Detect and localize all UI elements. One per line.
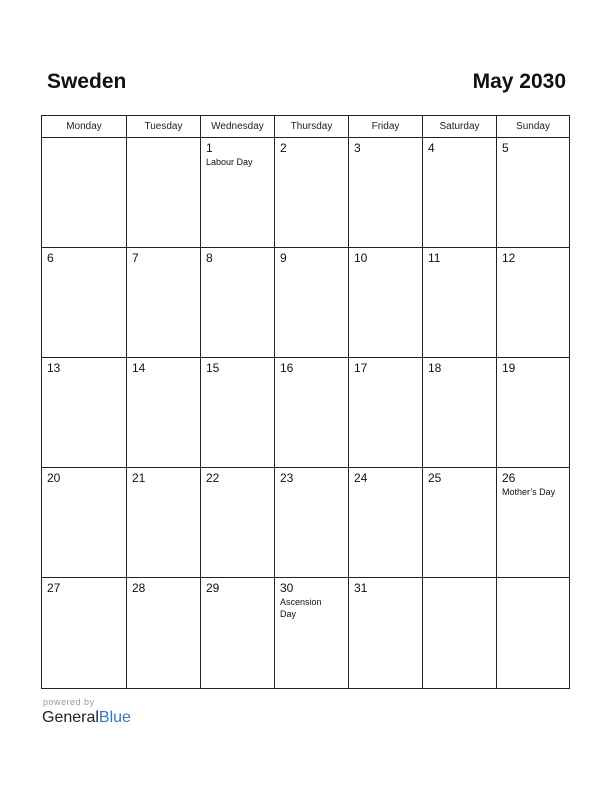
day-number: 27 (47, 581, 61, 595)
day-number: 1 (206, 141, 213, 155)
day-number: 21 (132, 471, 146, 485)
day-number: 11 (428, 251, 441, 265)
day-number: 6 (47, 251, 54, 265)
day-cell (127, 248, 201, 358)
day-number: 24 (354, 471, 368, 485)
day-cell (497, 358, 569, 468)
day-cell (201, 578, 275, 688)
day-cell (42, 358, 127, 468)
day-number: 14 (132, 361, 146, 375)
day-cell (423, 468, 497, 578)
day-number: 20 (47, 471, 61, 485)
day-number: 29 (206, 581, 220, 595)
day-number: 9 (280, 251, 287, 265)
day-cell (423, 358, 497, 468)
day-cell (201, 468, 275, 578)
logo-general-text: General (42, 709, 99, 726)
day-number: 19 (502, 361, 516, 375)
day-cell (497, 578, 569, 688)
day-number: 22 (206, 471, 220, 485)
day-cell (201, 358, 275, 468)
weekday-header-saturday: Saturday (423, 116, 497, 138)
day-number: 12 (502, 251, 516, 265)
day-number: 13 (47, 361, 61, 375)
holiday-label: Mother’s Day (502, 487, 556, 497)
day-cell (275, 358, 349, 468)
day-cell (201, 138, 275, 248)
day-number: 26 (502, 471, 516, 485)
day-cell (349, 358, 423, 468)
day-cell (349, 248, 423, 358)
day-number: 10 (354, 251, 368, 265)
day-cell (349, 138, 423, 248)
day-cell (349, 468, 423, 578)
day-cell (127, 578, 201, 688)
day-number: 23 (280, 471, 294, 485)
day-cell (497, 468, 569, 578)
day-number: 4 (428, 141, 435, 155)
day-cell (42, 138, 127, 248)
day-cell (275, 578, 349, 688)
day-cell (497, 138, 569, 248)
day-cell (349, 578, 423, 688)
generalblue-logo (42, 709, 131, 727)
holiday-label: Ascension Day (280, 597, 322, 619)
day-number: 28 (132, 581, 146, 595)
day-cell (275, 468, 349, 578)
day-cell (42, 468, 127, 578)
day-number: 2 (280, 141, 287, 155)
weekday-header-thursday: Thursday (275, 116, 349, 138)
day-number: 30 (280, 581, 294, 595)
day-cell (275, 248, 349, 358)
calendar-grid (41, 115, 570, 689)
holiday-label: Labour Day (206, 157, 253, 167)
day-cell (201, 248, 275, 358)
logo-blue-text: Blue (98, 709, 131, 726)
day-number: 16 (280, 361, 294, 375)
day-number: 7 (132, 251, 139, 265)
day-number: 25 (428, 471, 442, 485)
day-cell (127, 468, 201, 578)
day-cell (497, 248, 569, 358)
day-cell (423, 138, 497, 248)
day-cell (423, 248, 497, 358)
month-year-title: May 2030 (472, 70, 566, 93)
day-number: 17 (354, 361, 368, 375)
day-number: 5 (502, 141, 509, 155)
day-number: 3 (354, 141, 361, 155)
day-cell (42, 248, 127, 358)
weekday-header-friday: Friday (349, 116, 423, 138)
day-cell (42, 578, 127, 688)
day-number: 15 (206, 361, 220, 375)
weekday-header-tuesday: Tuesday (127, 116, 201, 138)
powered-by-text: powered by (43, 697, 95, 707)
day-number: 18 (428, 361, 442, 375)
country-title: Sweden (47, 70, 127, 93)
day-cell (127, 138, 201, 248)
day-cell (275, 138, 349, 248)
weekday-header-monday: Monday (42, 116, 127, 138)
day-cell (127, 358, 201, 468)
day-cell (423, 578, 497, 688)
weekday-header-sunday: Sunday (497, 116, 569, 138)
weekday-header-wednesday: Wednesday (201, 116, 275, 138)
day-number: 31 (354, 581, 368, 595)
day-number: 8 (206, 251, 213, 265)
